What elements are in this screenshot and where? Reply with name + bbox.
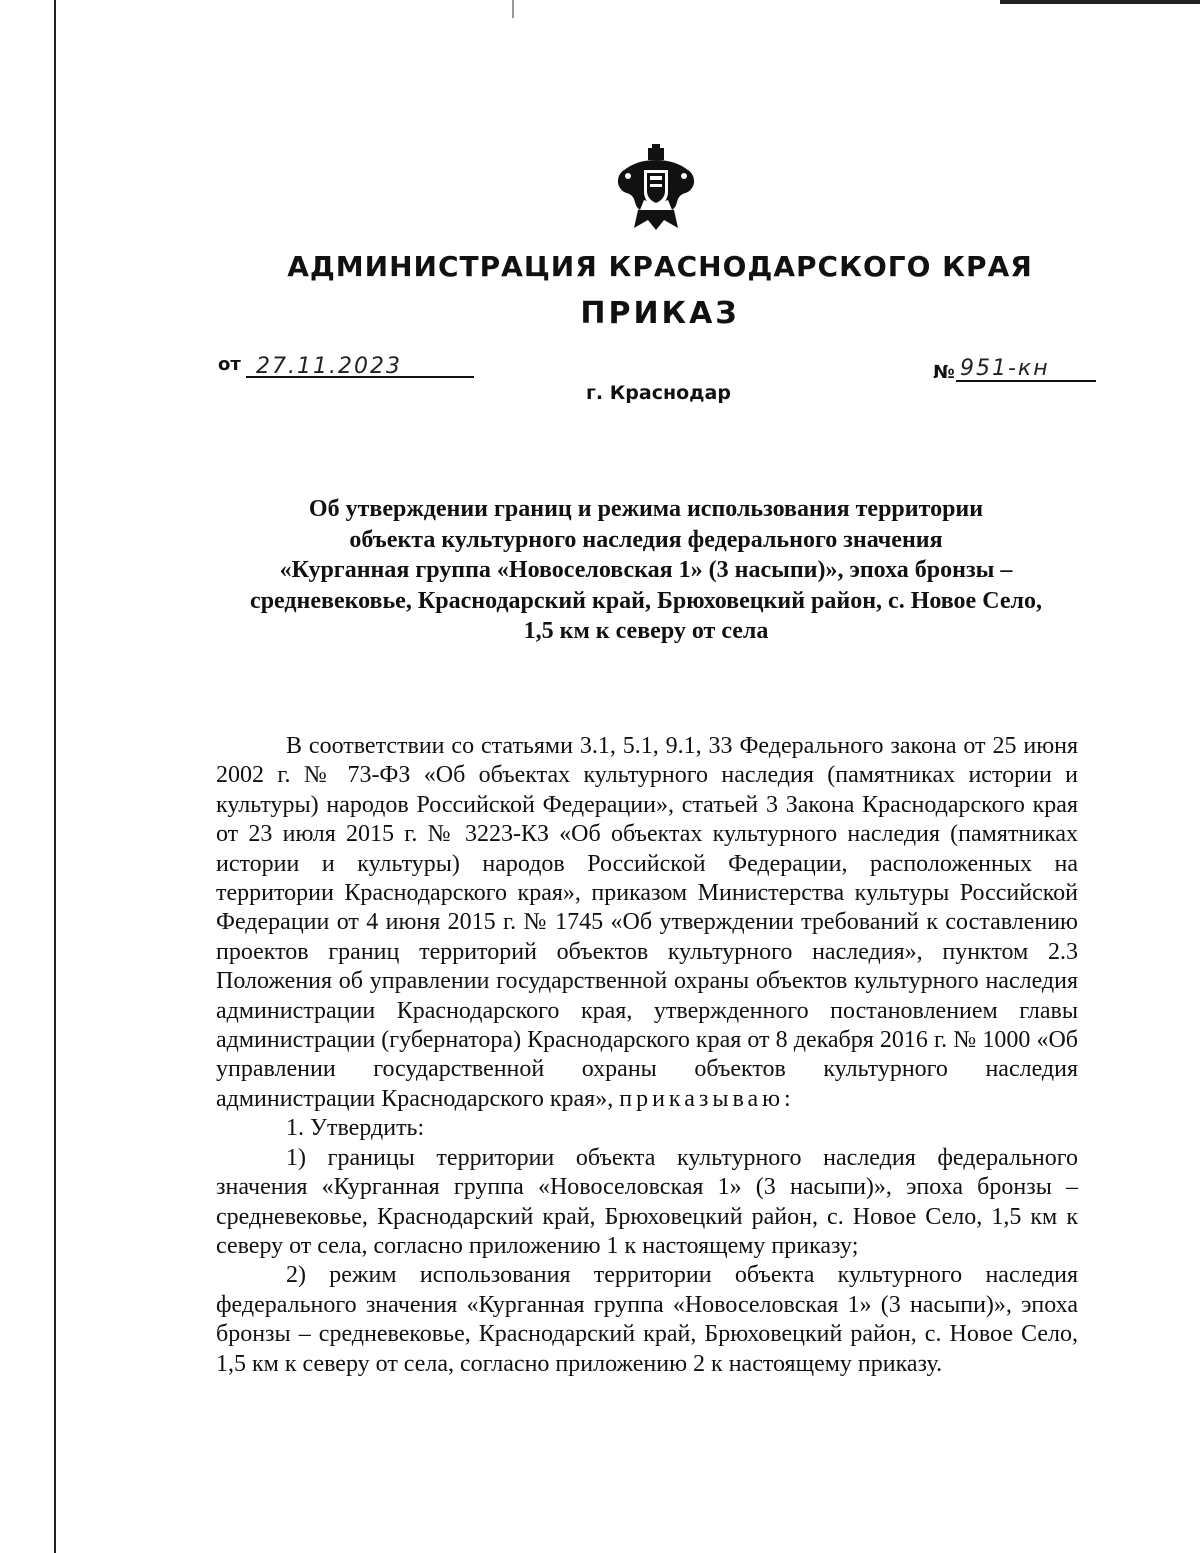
city: г. Краснодар [586,382,731,404]
number-value: 951-кн [960,356,1050,381]
coat-of-arms-icon [614,140,698,232]
scan-edge-left [54,0,56,1553]
organization-name: АДМИНИСТРАЦИЯ КРАСНОДАРСКОГО КРАЯ [287,250,1033,283]
preamble-text: В соответствии со статьями 3.1, 5.1, 9.1, 33 Федерального закона от 25 июня 2002 г. № 73-ФЗ «Об объектах культурного наследия (памятниках истории и культуры) народов Российской Федерации», статьей 3 Закона Краснодарского края от 23 июля 2015 г. № 3223-КЗ «Об объектах культурного наследия (памятниках истории и культуры) народов Российской Федерации, расположенных на территории Краснодарского края», приказом Министерства культуры Российской Федерации от 4 июня 2015 г. № 1745 «Об утверждении требований к составлению проектов границ территорий объектов культурного наследия», пунктом 2.3 Положения об управлении государственной охраны объектов культурного наследия администрации Краснодарского края, утвержденного постановлением главы администрации (губернатора) Краснодарского края от 8 декабря 2016 г. № 1000 «Об управлении государственной охраны объектов культурного наследия администрации Краснодарского края», [216,733,1078,1112]
title-line: средневековье, Краснодарский край, Брюховецкий район, с. Новое Село, [250,587,1042,614]
item-1-1: 1) границы территории объекта культурного наследия федерального значения «Курганная группа «Новоселовская 1» (3 насыпи)», эпоха бронзы – средневековье, Краснодарский край, Брюховецкий район, с. Новое Село, 1,5 км к северу от села, согласно приложению 1 к настоящему приказу; [216,1144,1078,1259]
title-line: Об утверждении границ и режима использования территории [308,496,984,522]
scan-mark [512,0,514,18]
preamble-paragraph [216,732,1078,1114]
number-prefix: № [933,362,955,383]
document-type: ПРИКАЗ [580,296,740,331]
order-word: приказываю: [619,1085,795,1112]
title-line: объекта культурного наследия федерального значения [349,526,943,553]
title-line: 1,5 км к северу от села [523,618,769,644]
document-body [216,732,1078,1379]
item-1: 1. Утвердить: [286,1115,425,1142]
title-line: «Курганная группа «Новоселовская 1» (3 насыпи)», эпоха бронзы – [279,557,1013,583]
document-title [216,494,1076,647]
date-prefix: от [218,354,241,375]
date-value: 27.11.2023 [256,354,402,379]
item-1-2: 2) режим использования территории объекта культурного наследия федерального значения «Курганная группа «Новоселовская 1» (3 насыпи)», эпоха бронзы – средневековье, Краснодарский край, Брюховецкий район, с. Новое Село, 1,5 км к северу от села, согласно приложению 2 к настоящему приказу. [216,1262,1078,1377]
scan-edge-top [1000,0,1200,4]
